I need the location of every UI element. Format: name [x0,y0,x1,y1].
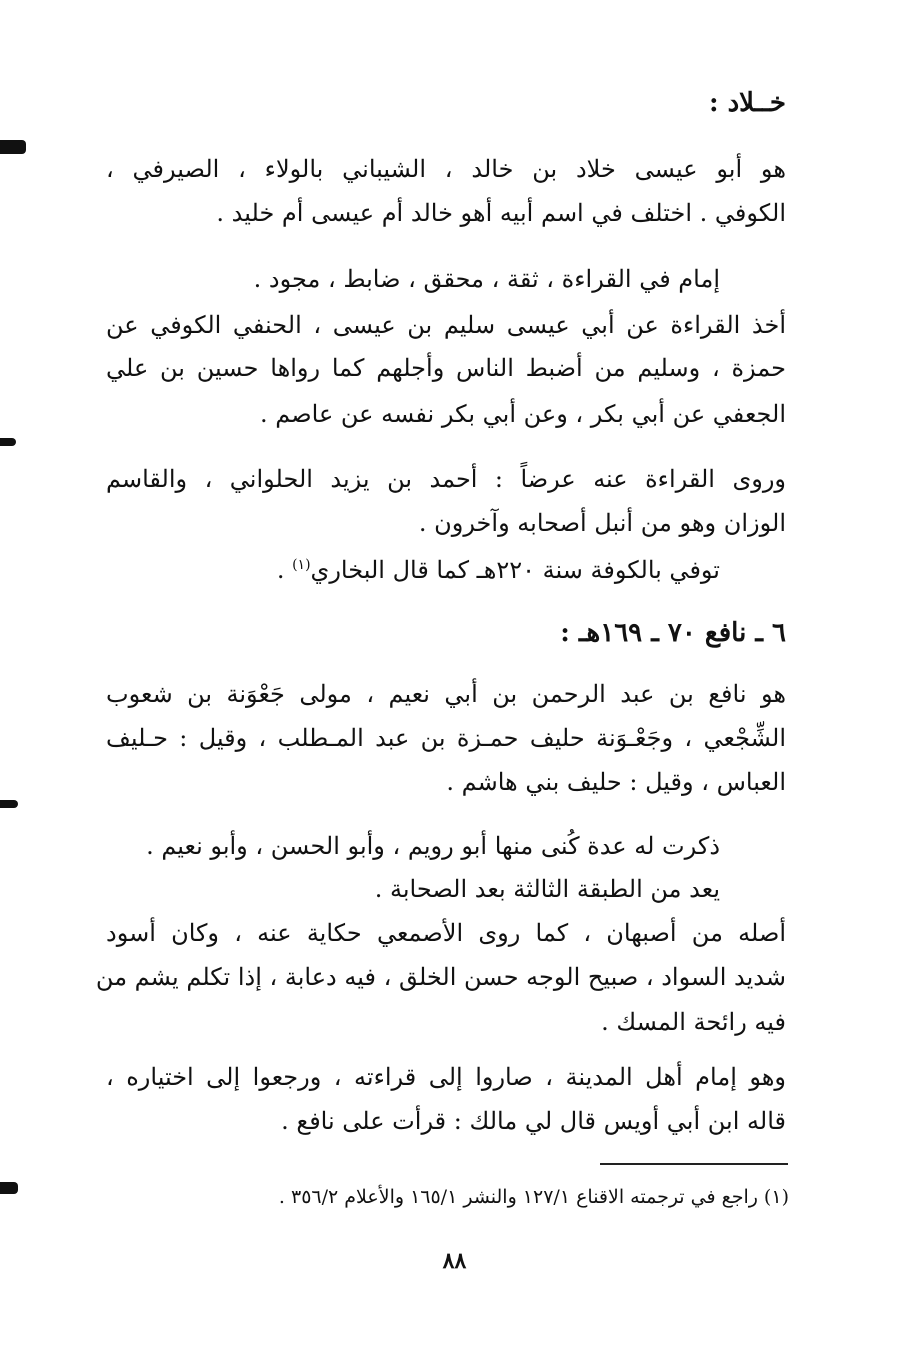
scan-edge-mark [0,438,16,446]
body-line: الشِّجْعي ، وجَعْـوَنة حليف حمـزة بن عبد المـطلب ، وقيل : حـليف [106,724,786,752]
body-line: هو نافع بن عبد الرحمن بن أبي نعيم ، مولى جَعْوَنة بن شعوب [106,680,786,708]
body-line-death [277,548,720,587]
scan-edge-mark [0,140,26,154]
footnote-separator [600,1163,788,1165]
body-line: هو أبو عيسى خلاد بن خالد ، الشيباني بالولاء ، الصيرفي ، [106,155,786,183]
body-line: ذكرت له عدة كُنى منها أبو رويم ، وأبو الحسن ، وأبو نعيم . [146,832,720,860]
body-line: الجعفي عن أبي بكر ، وعن أبي بكر نفسه عن عاصم . [260,400,786,428]
body-line: وروى القراءة عنه عرضاً : أحمد بن يزيد الحلواني ، والقاسم [106,465,786,493]
body-line: شديد السواد ، صبيح الوجه حسن الخلق ، فيه دعابة ، إذا تكلم يشم من [95,963,786,991]
body-line: إمام في القراءة ، ثقة ، محقق ، ضابط ، مجود . [253,265,720,293]
period: . [276,556,293,584]
scan-edge-mark [0,1182,18,1194]
body-line: أصله من أصبهان ، كما روى الأصمعي حكاية عنه ، وكان أسود [106,919,786,947]
body-line: يعد من الطبقة الثالثة بعد الصحابة . [374,875,720,903]
body-line: العباس ، وقيل : حليف بني هاشم . [446,768,786,796]
body-line: الكوفي . اختلف في اسم أبيه أهو خالد أم عيسى أم خليد . [216,199,786,227]
page-number: ٨٨ [442,1248,467,1274]
footnote-ref[interactable]: (١) [292,557,311,573]
footnote: (١) راجع في ترجمته الاقناع ١٢٧/١ والنشر ١٦٥/١ والأعلام ٣٥٦/٢ . [278,1186,789,1208]
body-line: حمزة ، وسليم من أضبط الناس وأجلهم كما رواها حسين بن علي [106,354,786,382]
section-heading-nafi: ٦ ـ نافع ٧٠ ـ ١٦٩هـ : [560,618,786,648]
body-line: فيه رائحة المسك . [601,1008,786,1036]
body-line: وهو إمام أهل المدينة ، صاروا إلى قراءته ، ورجعوا إلى اختياره ، [106,1063,786,1091]
body-line: أخذ القراءة عن أبي عيسى سليم بن عيسى ، الحنفي الكوفي عن [106,311,786,339]
body-line: الوزان وهو من أنبل أصحابه وآخرون . [418,509,786,537]
death-text: توفي بالكوفة سنة ٢٢٠هـ كما قال البخاري [310,556,720,584]
body-line: قاله ابن أبي أويس قال لي مالك : قرأت على نافع . [281,1107,786,1135]
scan-edge-mark [0,800,18,808]
section-heading-khallad: خــلاد : [708,88,786,118]
